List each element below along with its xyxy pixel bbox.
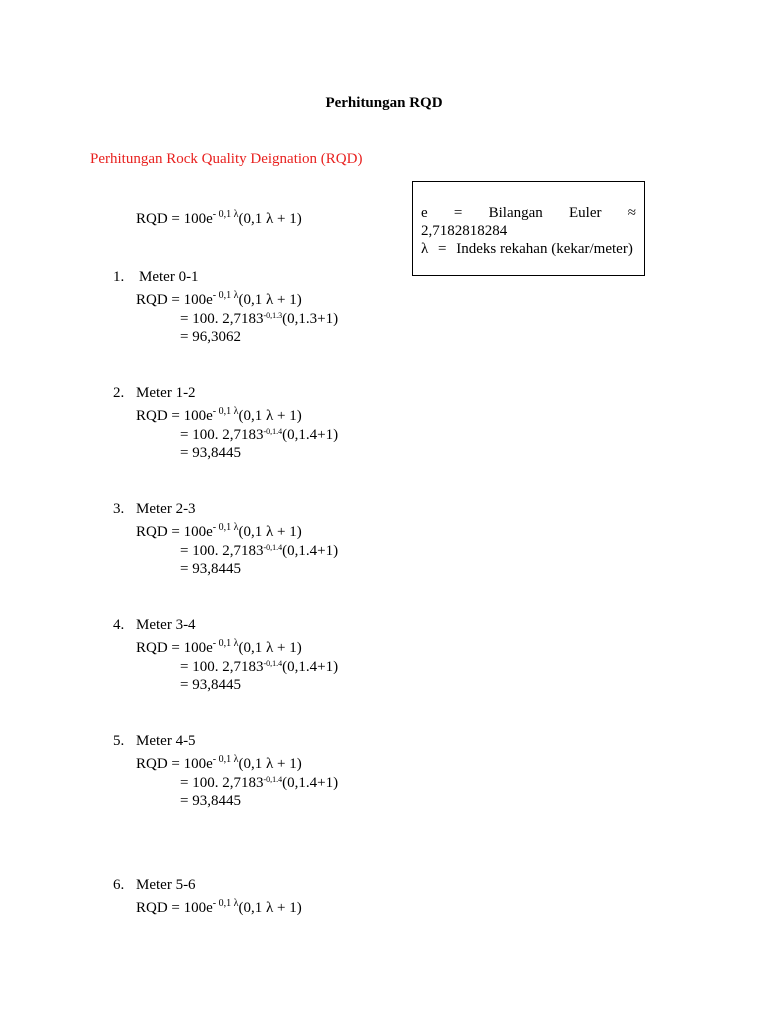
legend-e-word-euler: Euler (569, 205, 602, 221)
page-title: Perhitungan RQD (325, 95, 443, 111)
legend-e-word-bilangan: Bilangan (488, 205, 543, 221)
legend-box (412, 181, 645, 276)
item-result: = 93,8445 (180, 677, 241, 693)
formula-exponent: - 0,1 λ (212, 898, 239, 909)
formula-lhs: RQD = 100e (136, 408, 213, 424)
item-number: 5. (113, 733, 125, 749)
substitution-exponent: -0,1.4 (263, 543, 283, 552)
item-label: Meter 1-2 (136, 385, 196, 401)
item-substitution (180, 542, 338, 560)
item-result: = 93,8445 (180, 793, 241, 809)
substitution-base: = 100. 2,7183 (180, 659, 264, 675)
legend-lambda-equals: = (438, 241, 447, 257)
substitution-rest: (0,1.4+1) (282, 659, 339, 675)
substitution-exponent: -0,1.4 (263, 427, 283, 436)
section-subtitle: Perhitungan Rock Quality Deignation (RQD) (90, 151, 363, 167)
item-result: = 93,8445 (180, 445, 241, 461)
substitution-rest: (0,1.4+1) (282, 775, 339, 791)
item-label: Meter 4-5 (136, 733, 196, 749)
item-number: 2. (113, 385, 125, 401)
formula-exponent: - 0,1 λ (212, 638, 239, 649)
item-label: Meter 2-3 (136, 501, 196, 517)
formula-lhs: RQD = 100e (136, 900, 213, 916)
formula-rhs: (0,1 λ + 1) (238, 524, 302, 540)
formula-exponent: - 0,1 λ (212, 406, 239, 417)
item-label: Meter 3-4 (136, 617, 196, 633)
substitution-exponent: -0,1.4 (263, 659, 283, 668)
substitution-base: = 100. 2,7183 (180, 775, 264, 791)
item-formula (136, 899, 302, 917)
substitution-rest: (0,1.3+1) (282, 311, 339, 327)
main-formula (136, 210, 302, 228)
item-result: = 93,8445 (180, 561, 241, 577)
formula-lhs: RQD = 100e (136, 640, 213, 656)
substitution-exponent: -0,1.4 (263, 775, 283, 784)
legend-lambda-description: Indeks rekahan (kekar/meter) (456, 241, 633, 257)
item-formula (136, 523, 302, 541)
formula-exponent: - 0,1 λ (212, 522, 239, 533)
formula-lhs: RQD = 100e (136, 524, 213, 540)
substitution-rest: (0,1.4+1) (282, 427, 339, 443)
item-substitution (180, 310, 338, 328)
legend-e-equals: = (453, 205, 463, 221)
legend-approx-symbol: ≈ (627, 205, 636, 221)
formula-rhs: (0,1 λ + 1) (238, 640, 302, 656)
item-number: 6. (113, 877, 125, 893)
formula-lhs: RQD = 100e (136, 211, 213, 227)
item-number: 3. (113, 501, 125, 517)
substitution-base: = 100. 2,7183 (180, 311, 264, 327)
formula-exponent: - 0,1 λ (212, 290, 239, 301)
formula-rhs: (0,1 λ + 1) (238, 292, 302, 308)
item-number: 1. (113, 269, 125, 285)
legend-e-value: 2,7182818284 (421, 223, 508, 239)
formula-exponent: - 0,1 λ (212, 754, 239, 765)
item-formula (136, 291, 302, 309)
substitution-rest: (0,1.4+1) (282, 543, 339, 559)
item-formula (136, 407, 302, 425)
item-substitution (180, 426, 338, 444)
legend-euler-row (421, 204, 636, 222)
formula-lhs: RQD = 100e (136, 756, 213, 772)
item-label: Meter 5-6 (136, 877, 196, 893)
formula-rhs: (0,1 λ + 1) (238, 756, 302, 772)
formula-rhs: (0,1 λ + 1) (238, 900, 302, 916)
formula-rhs: (0,1 λ + 1) (238, 211, 302, 227)
item-number: 4. (113, 617, 125, 633)
formula-exponent: - 0,1 λ (212, 209, 239, 220)
item-substitution (180, 658, 338, 676)
formula-rhs: (0,1 λ + 1) (238, 408, 302, 424)
formula-lhs: RQD = 100e (136, 292, 213, 308)
item-result: = 96,3062 (180, 329, 241, 345)
item-substitution (180, 774, 338, 792)
legend-lambda-symbol: λ (421, 241, 429, 257)
item-formula (136, 639, 302, 657)
substitution-base: = 100. 2,7183 (180, 543, 264, 559)
item-formula (136, 755, 302, 773)
item-label: Meter 0-1 (139, 269, 199, 285)
substitution-base: = 100. 2,7183 (180, 427, 264, 443)
legend-lambda-row (421, 240, 636, 258)
legend-e-symbol: e (421, 205, 428, 221)
substitution-exponent: -0,1.3 (263, 311, 283, 320)
